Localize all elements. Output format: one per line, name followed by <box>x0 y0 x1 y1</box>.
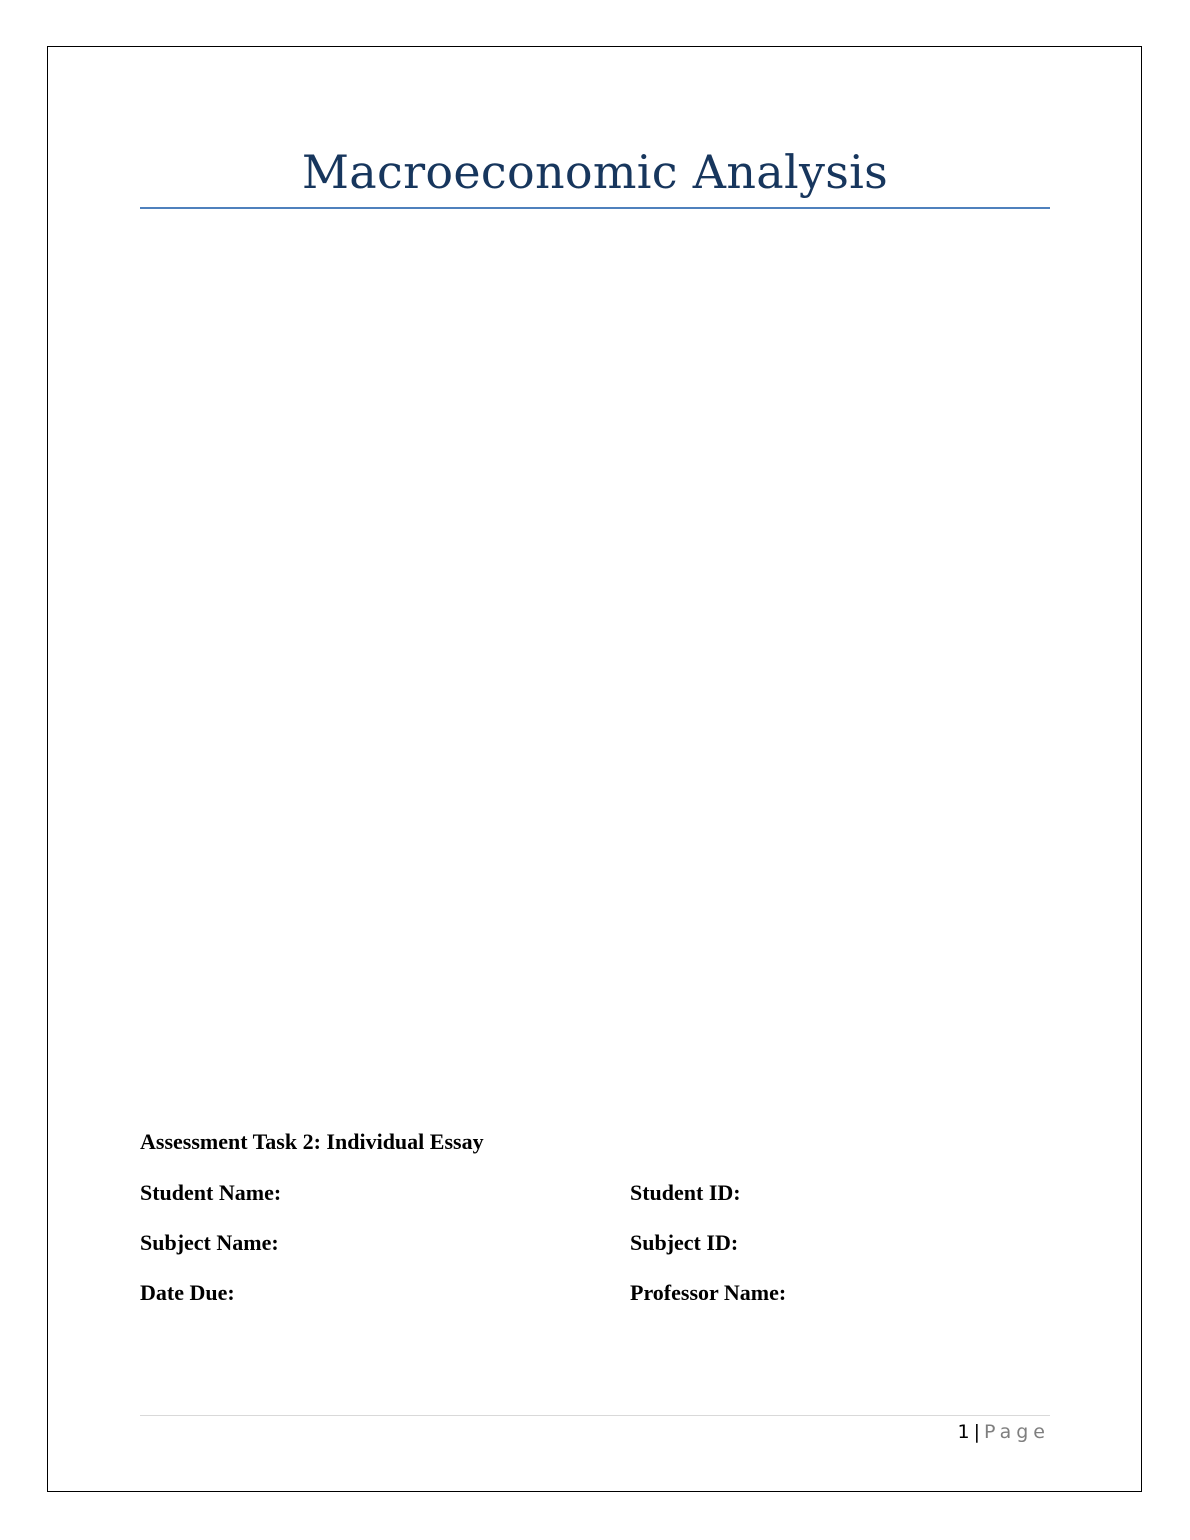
footer-separator: | <box>973 1421 980 1443</box>
assessment-task-heading: Assessment Task 2: Individual Essay <box>140 1129 484 1154</box>
subject-id-label: Subject ID: <box>630 1230 739 1255</box>
student-name-label: Student Name: <box>140 1180 282 1205</box>
student-id-label: Student ID: <box>630 1180 741 1205</box>
page-number: 1 <box>957 1421 970 1443</box>
page-label: Page <box>984 1421 1050 1443</box>
footer-divider <box>140 1415 1050 1416</box>
title-underline <box>140 207 1050 209</box>
page-border <box>47 46 1142 1492</box>
date-due-label: Date Due: <box>140 1280 235 1305</box>
document-title: Macroeconomic Analysis <box>301 145 889 199</box>
subject-name-label: Subject Name: <box>140 1230 279 1255</box>
professor-name-label: Professor Name: <box>630 1280 787 1305</box>
page-footer <box>958 1419 1051 1445</box>
